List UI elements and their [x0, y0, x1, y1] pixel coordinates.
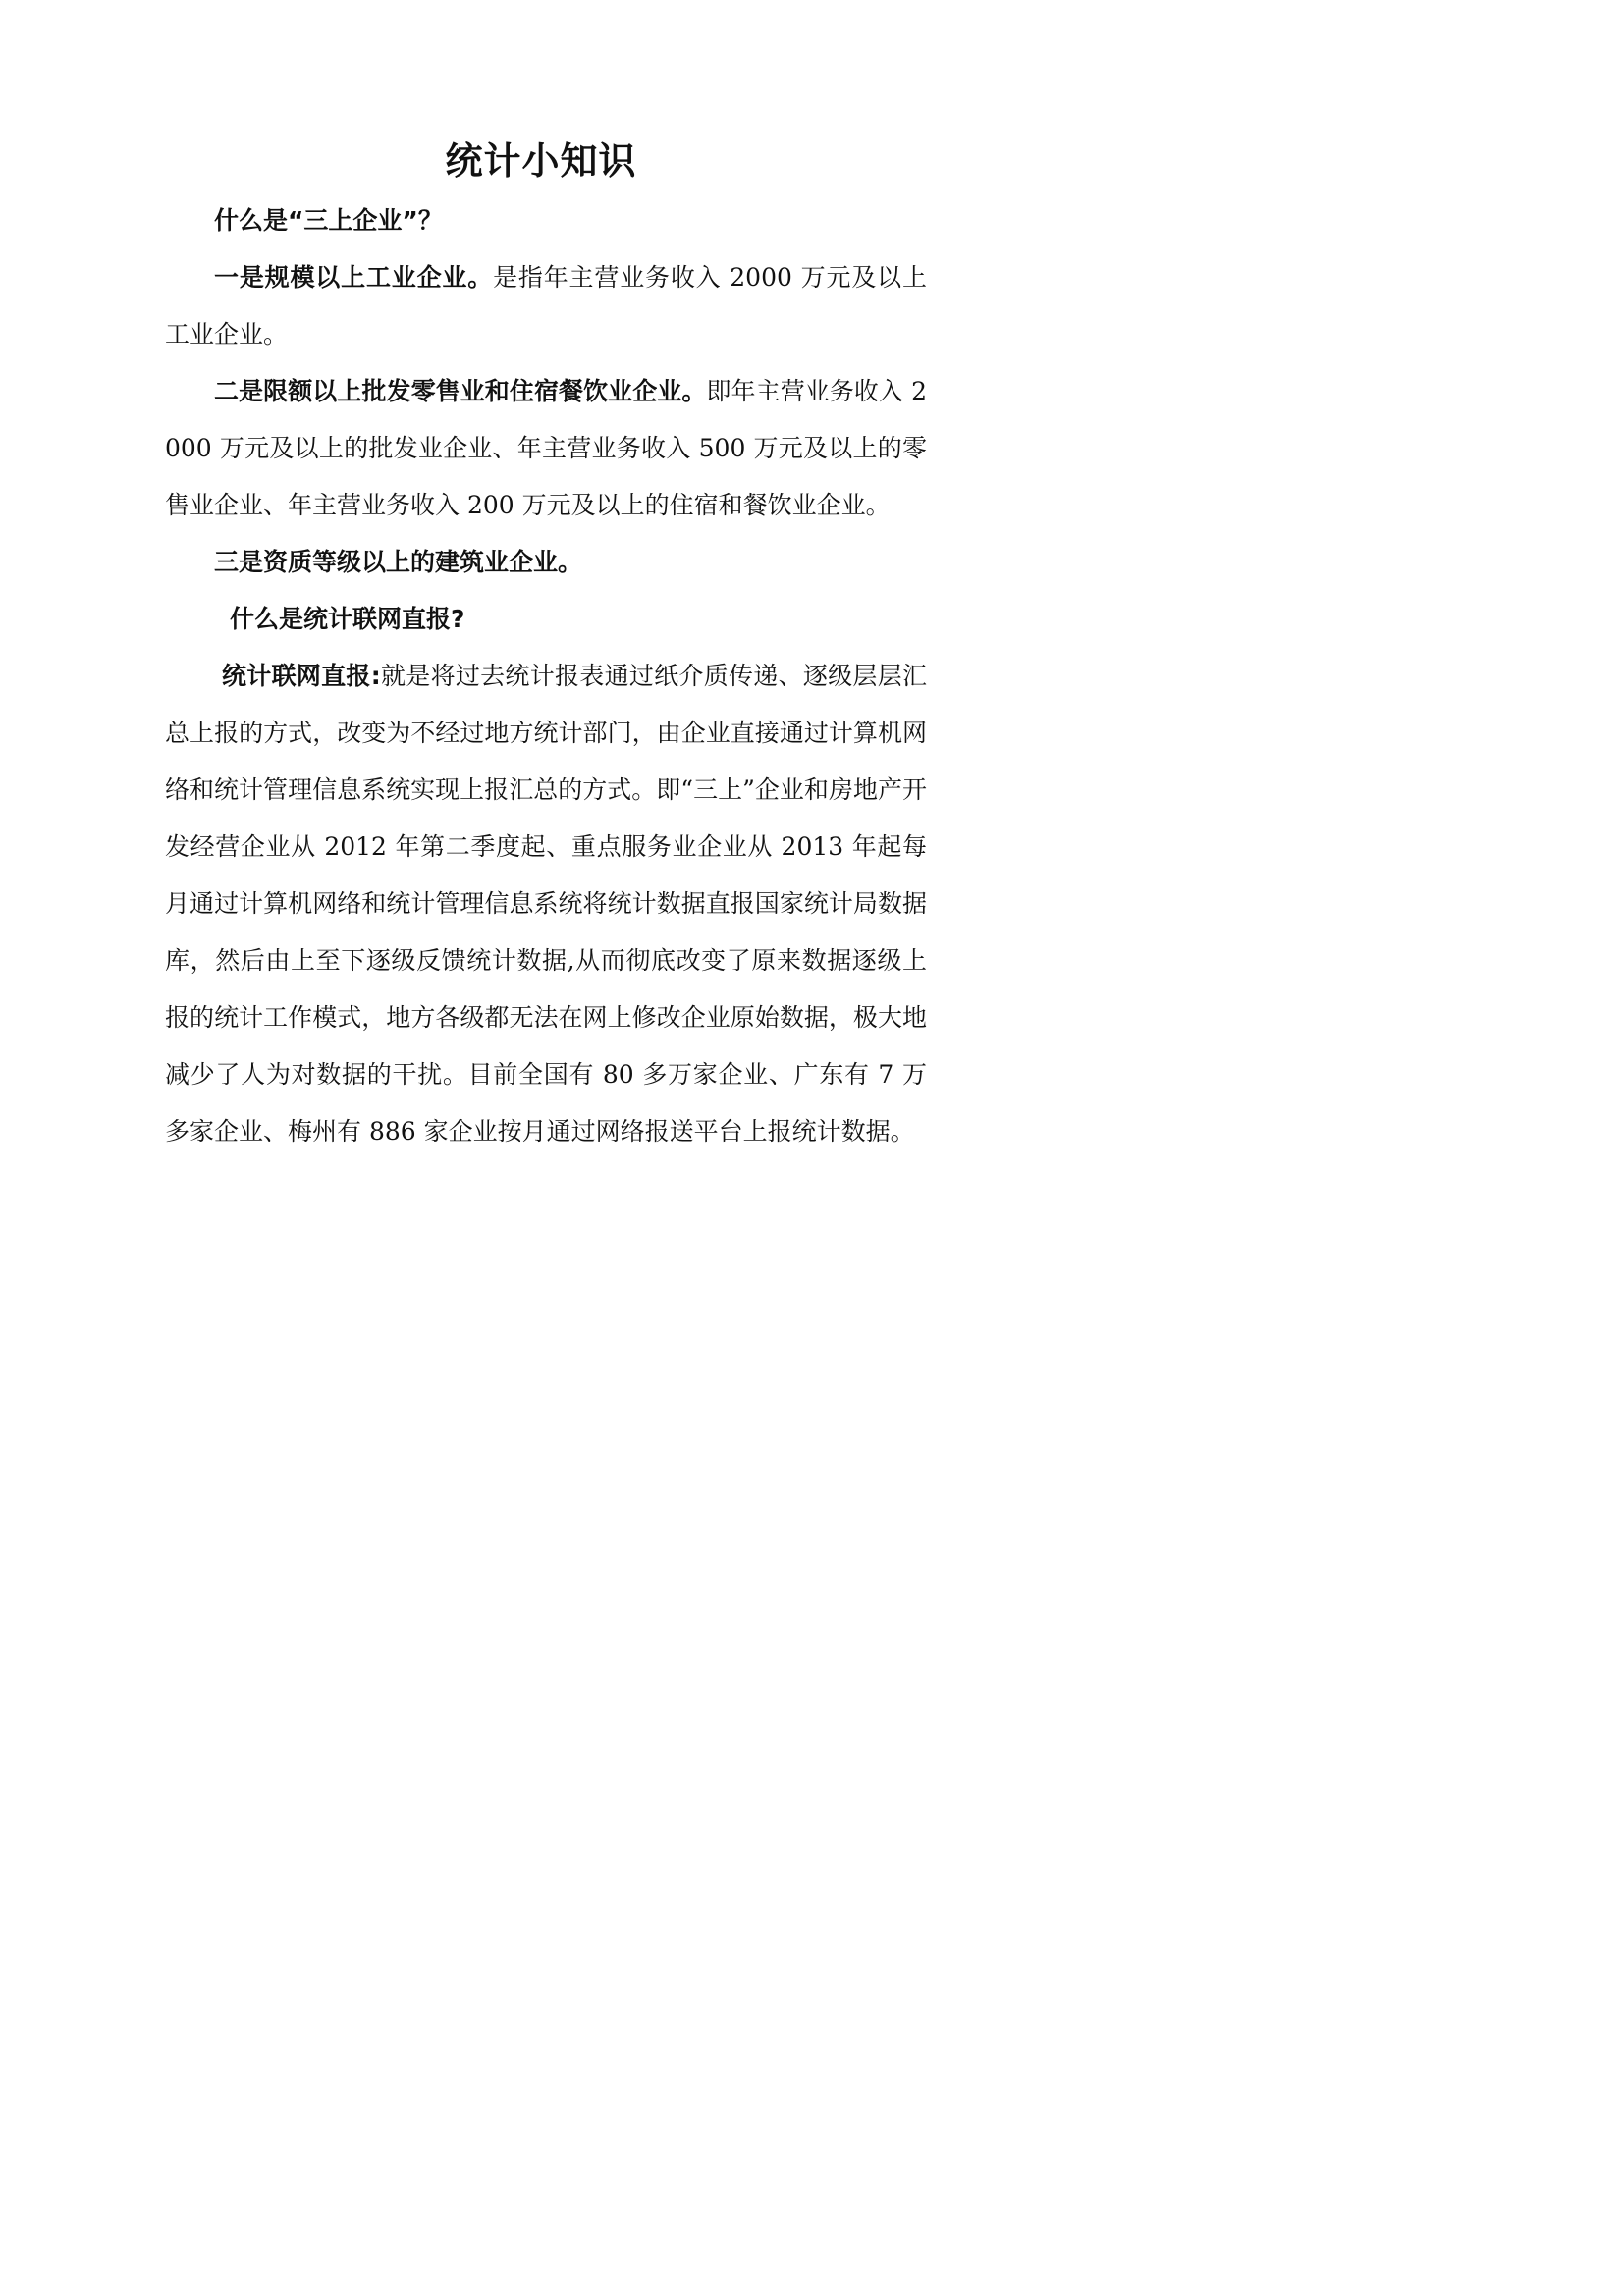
document-body: [165, 192, 927, 1160]
paragraph-lead: 统计联网直报:: [222, 662, 381, 690]
page-title: 统计小知识: [445, 139, 637, 183]
paragraph-text: 是指年主营业务收入 2000 万元及以上工业企业。: [165, 263, 927, 348]
paragraph-text: 即年主营业务收入 2000 万元及以上的批发业企业、年主营业务收入 500 万元及以上的零售业企业、年主营业务收入 200 万元及以上的住宿和餐饮业企业。: [165, 377, 927, 519]
section-heading-direct-report: 什么是统计联网直报?: [230, 605, 465, 633]
paragraph-lead: 三是资质等级以上的建筑业企业。: [214, 548, 583, 576]
paragraph-construction: [165, 534, 927, 591]
paragraph-lead: 二是限额以上批发零售业和住宿餐饮业企业。: [214, 377, 707, 405]
paragraph-text: 就是将过去统计报表通过纸介质传递、逐级层层汇总上报的方式，改变为不经过地方统计部门，由企业直接通过计算机网络和统计管理信息系统实现上报汇总的方式。即“三上”企业和房地产开发经营企业从 2012 年第二季度起、重点服务业企业从 2013 年起每月通过计算机网络和统计管理信息系统将统计数据直报国家统计局数据库，然后由上至下逐级反馈统计数据,从而彻底改变了原来数据逐级上报的统计工作模式，地方各级都无法在网上修改企业原始数据，极大地减少了人为对数据的干扰。目前全国有 80 多万家企业、广东有 7 万多家企业、梅州有 886 家企业按月通过网络报送平台上报统计数据。: [165, 662, 927, 1146]
document-page: [0, 0, 1082, 1530]
paragraph-lead: 一是规模以上工业企业。: [214, 263, 494, 292]
section-heading-sanshang: 什么是“三上企业”？: [214, 206, 443, 235]
paragraph-direct-report: [165, 648, 927, 1160]
paragraph-wholesale-retail: [165, 363, 927, 534]
paragraph-industrial: [165, 249, 927, 363]
